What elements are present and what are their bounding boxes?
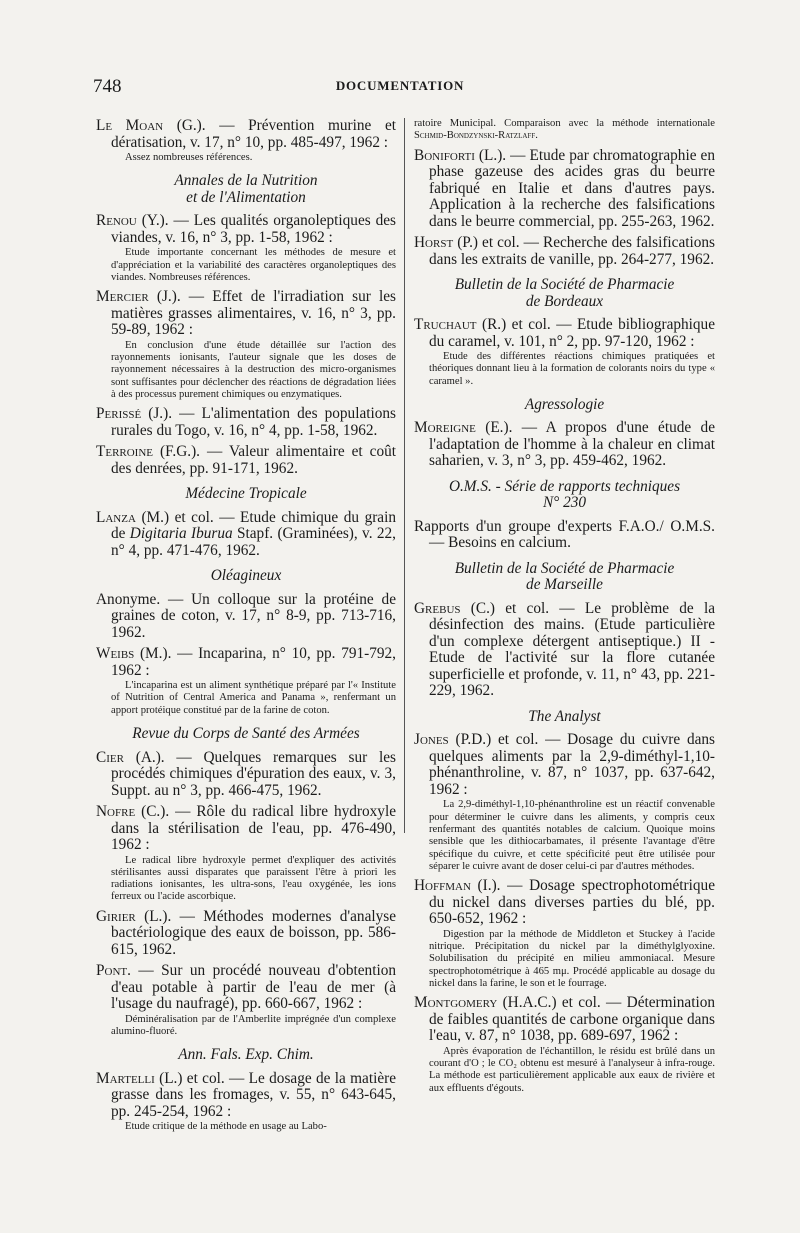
journal-heading: Agressologie bbox=[524, 395, 605, 413]
abstract-note: Après évaporation de l'échantillon, le résidu est brûlé dans un courant d'O ; le CO₂ obtenu est mesuré à l'analyseur à infra-rouge. La méthode est particulièrement applicable aux eaux de rivière et aux effluents d'égouts. bbox=[429, 1045, 715, 1094]
journal-heading: Annales de la Nutrition et de l'Alimentation bbox=[174, 172, 318, 206]
bibliography-entry bbox=[414, 235, 715, 268]
abstract-note: Etude des différentes réactions chimiques pratiquées et théoriques donnant lieu à la formation de colorants noirs du type « caramel ». bbox=[429, 351, 715, 387]
author-name: Perissé bbox=[96, 405, 142, 423]
entry-text: (F.G.). — Valeur alimentaire et coût des denrées, pp. 91-171, 1962. bbox=[111, 443, 396, 477]
note-text: . bbox=[535, 130, 538, 142]
abstract-note: L'incaparina est un aliment synthétique préparé par l'« Institute of Nutrition of Central America and Panama », renfermant un apport protéique constitué par de la farine de coton. bbox=[111, 680, 396, 716]
entry-text: (P.D.) et col. — Dosage du cuivre dans quelques aliments par la 2,9-diméthyl-1,10-phénanthroline, v. 87, n° 1037, pp. 637-642, 1962 : bbox=[429, 731, 715, 798]
author-name: Schmid-Bondzynski-Ratzlaff bbox=[414, 130, 536, 142]
author-name: Nofre bbox=[96, 803, 136, 821]
abstract-note: La 2,9-diméthyl-1,10-phénanthroline est un réactif convenable pour déterminer le cuivre dans les aliments, y compris ceux renfermant des quantités notables de calcium. Quoique moins sensible que les dithiocarbamates, il présente l'avantage d'être spécifique du cuivre, et cette spécificité peut être utilisée pour séparer le cuivre avant de doser celui-ci par d'autres méthodes. bbox=[429, 799, 715, 872]
abstract-note: Etude critique de la méthode en usage au Labo- bbox=[125, 1121, 327, 1133]
bibliography-entry bbox=[414, 420, 715, 470]
bibliography-entry bbox=[96, 646, 396, 717]
entry-italic-text: Digitaria Iburua bbox=[129, 525, 233, 543]
entry-text: (H.A.C.) et col. — Détermination de faibles quantités de carbone organique dans l'eau, v. 87, n° 1038, pp. 689-697, 1962 : bbox=[429, 994, 715, 1045]
bibliography-entry bbox=[96, 1071, 396, 1134]
entry-text: . — Sur un procédé nouveau d'obtention d'eau potable à partir de l'eau de mer (à l'usage du naufragé), pp. 660-667, 1962 : bbox=[111, 962, 396, 1013]
entry-text: (M.) et col. — Etude chimique du grain de bbox=[111, 508, 396, 543]
entry-text: (L.). — Méthodes modernes d'analyse bactériologique des eaux de boisson, pp. 586-615, 1962. bbox=[111, 907, 396, 958]
bibliography-entry bbox=[96, 213, 396, 284]
journal-heading: Bulletin de la Société de Pharmacie de Marseille bbox=[454, 559, 675, 594]
running-header: DOCUMENTATION bbox=[335, 78, 465, 93]
bibliography-entry bbox=[96, 444, 396, 477]
entry-text: Stapf. (Graminées), v. 22, n° 4, pp. 471-476, 1962. bbox=[111, 525, 396, 559]
entry-continuation bbox=[414, 118, 715, 143]
author-name: Mercier bbox=[96, 288, 149, 306]
bibliography-entry bbox=[414, 878, 715, 990]
author-name: Lanza bbox=[96, 508, 136, 526]
author-name: Jones bbox=[414, 731, 449, 749]
entry-text: (M.). — Incaparina, n° 10, pp. 791-792, 1962 : bbox=[111, 645, 396, 679]
author-name: Boniforti bbox=[414, 146, 475, 164]
entry-text: (L.). — Etude par chromatographie en phase gazeuse des acides gras du beurre fabriqué en Italie et dans d'autres pays. Application à la recherche des falsifications dans le beurre commercial, pp. 255-263, 1962. bbox=[429, 146, 715, 230]
abstract-note: Déminéralisation par de l'Amberlite imprégnée d'un complexe alumino-fluoré. bbox=[111, 1013, 396, 1038]
bibliography-entry bbox=[96, 963, 396, 1038]
abstract-note: Digestion par la méthode de Middleton et Stuckey à l'acide nitrique. Précipitation du nickel par la diméthylglyoxine. Solubilisation du précipité en milieu ammoniacal. Mesure spectrophotométrique à 465 mμ. Procédé applicable au dosage du nickel dans la farine, le son et le fourrage. bbox=[429, 928, 715, 989]
journal-heading: Médecine Tropicale bbox=[185, 485, 307, 503]
bibliography-entry bbox=[414, 317, 715, 388]
bibliography-entry bbox=[96, 750, 396, 800]
journal-heading: Revue du Corps de Santé des Armées bbox=[132, 725, 360, 743]
entry-text: Rapports d'un groupe d'experts F.A.O./ O.M.S. — Besoins en calcium. bbox=[414, 517, 715, 552]
author-name: Renou bbox=[96, 212, 137, 230]
abstract-note: En conclusion d'une étude détaillée sur l'action des rayonnements ionisants, l'auteur signale que les doses de rayonnement nécessaires à la destruction des micro-organismes sont suffisantes pour déclencher des réactions de dégradation liées à des processus purement chimiques ou enzymatiques. bbox=[111, 339, 396, 400]
entry-text: (I.). — Dosage spectrophotométrique du nickel dans diverses parties du blé, pp. 650-652, 1962 : bbox=[429, 877, 715, 928]
author-name: Montgomery bbox=[414, 994, 498, 1012]
bibliography-entry bbox=[96, 510, 396, 560]
bibliography-entry bbox=[414, 519, 715, 552]
page-number: 748 bbox=[93, 76, 122, 97]
author-name: Cier bbox=[96, 748, 124, 766]
bibliography-entry bbox=[96, 289, 396, 401]
entry-text: Anonyme. — Un colloque sur la protéine de graines de coton, v. 17, n° 8-9, pp. 713-716, 1962. bbox=[96, 590, 396, 641]
journal-heading: Oléagineux bbox=[210, 567, 282, 585]
entry-text: (G.). — Prévention murine et dératisation, v. 17, n° 10, pp. 485-497, 1962 : bbox=[111, 117, 396, 151]
bibliography-entry bbox=[96, 406, 396, 439]
author-name: Weibs bbox=[96, 645, 135, 663]
entry-text: (P.) et col. — Recherche des falsifications dans les extraits de vanille, pp. 264-277, 1962. bbox=[429, 234, 715, 268]
abstract-note: Etude importante concernant les méthodes de mesure et d'appréciation et la variabilité des caractères organoleptiques des viandes. Nombreuses références. bbox=[111, 247, 396, 283]
entry-text: (C.) et col. — Le problème de la désinfection des mains. (Etude particulière d'un complexe détergent antiseptique.) II - Etude de l'activité sur la flore cutanée superficielle et profonde, v. 11, n° 43, pp. 221-229, 1962. bbox=[429, 599, 715, 700]
abstract-note: Assez nombreuses références. bbox=[125, 152, 253, 163]
bibliography-entry bbox=[96, 592, 396, 642]
bibliography-entry bbox=[96, 118, 396, 164]
author-name: Truchaut bbox=[414, 316, 477, 334]
entry-text: (Y.). — Les qualités organoleptiques des viandes, v. 16, n° 3, pp. 1-58, 1962 : bbox=[111, 212, 396, 246]
author-name: Moreigne bbox=[414, 419, 476, 437]
entry-text: (E.). — A propos d'une étude de l'adaptation de l'homme à la chaleur en climat saharien, v. 3, n° 3, pp. 459-462, 1962. bbox=[429, 419, 715, 470]
bibliography-entry bbox=[414, 732, 715, 873]
bibliography-entry bbox=[414, 148, 715, 231]
bibliography-entry bbox=[414, 601, 715, 700]
entry-text: (J.). — L'alimentation des populations rurales du Togo, v. 16, n° 4, pp. 1-58, 1962. bbox=[111, 405, 396, 439]
author-name: Terroine bbox=[96, 443, 154, 461]
author-name: Le Moan bbox=[96, 117, 164, 134]
entry-text: (L.) et col. — Le dosage de la matière grasse dans les fromages, v. 55, n° 643-645, pp. 245-254, 1962 : bbox=[111, 1069, 396, 1120]
left-column bbox=[96, 118, 396, 1139]
author-name: Martelli bbox=[96, 1069, 155, 1087]
note-text: ratoire Municipal. Comparaison avec la méthode internationale bbox=[414, 118, 715, 129]
right-column bbox=[414, 118, 715, 1100]
entry-text: (J.). — Effet de l'irradiation sur les matières grasses alimentaires, v. 16, n° 3, pp. 59-89, 1962 : bbox=[111, 288, 396, 339]
entry-text: (A.). — Quelques remarques sur les procédés chimiques d'épuration des eaux, v. 3, Suppt. au n° 3, pp. 466-475, 1962. bbox=[111, 748, 396, 799]
bibliography-entry bbox=[96, 804, 396, 904]
entry-text: (R.) et col. — Etude bibliographique du caramel, v. 101, n° 2, pp. 97-120, 1962 : bbox=[429, 316, 715, 350]
column-divider bbox=[404, 118, 405, 833]
author-name: Grebus bbox=[414, 599, 461, 617]
journal-heading: Ann. Fals. Exp. Chim. bbox=[178, 1046, 314, 1064]
bibliography-entry bbox=[414, 995, 715, 1095]
author-name: Hoffman bbox=[414, 877, 471, 895]
author-name: Girier bbox=[96, 907, 136, 925]
journal-heading: The Analyst bbox=[528, 707, 601, 725]
abstract-note: Le radical libre hydroxyle permet d'expliquer des activités stérilisantes aussi disparates que paraissent l'être à priori les radiations ionisantes, les ultra-sons, l'eau oxygénée, les ions ferreux ou l'acide ascorbique. bbox=[111, 854, 396, 903]
bibliography-entry bbox=[96, 909, 396, 959]
author-name: Horst bbox=[414, 234, 454, 252]
journal-heading: Bulletin de la Société de Pharmacie de Bordeaux bbox=[454, 276, 675, 310]
author-name: Pont bbox=[96, 962, 128, 980]
journal-heading: O.M.S. - Série de rapports techniques N° 230 bbox=[448, 477, 681, 512]
entry-text: (C.). — Rôle du radical libre hydroxyle dans la stérilisation de l'eau, pp. 476-490, 1962 : bbox=[111, 803, 396, 854]
